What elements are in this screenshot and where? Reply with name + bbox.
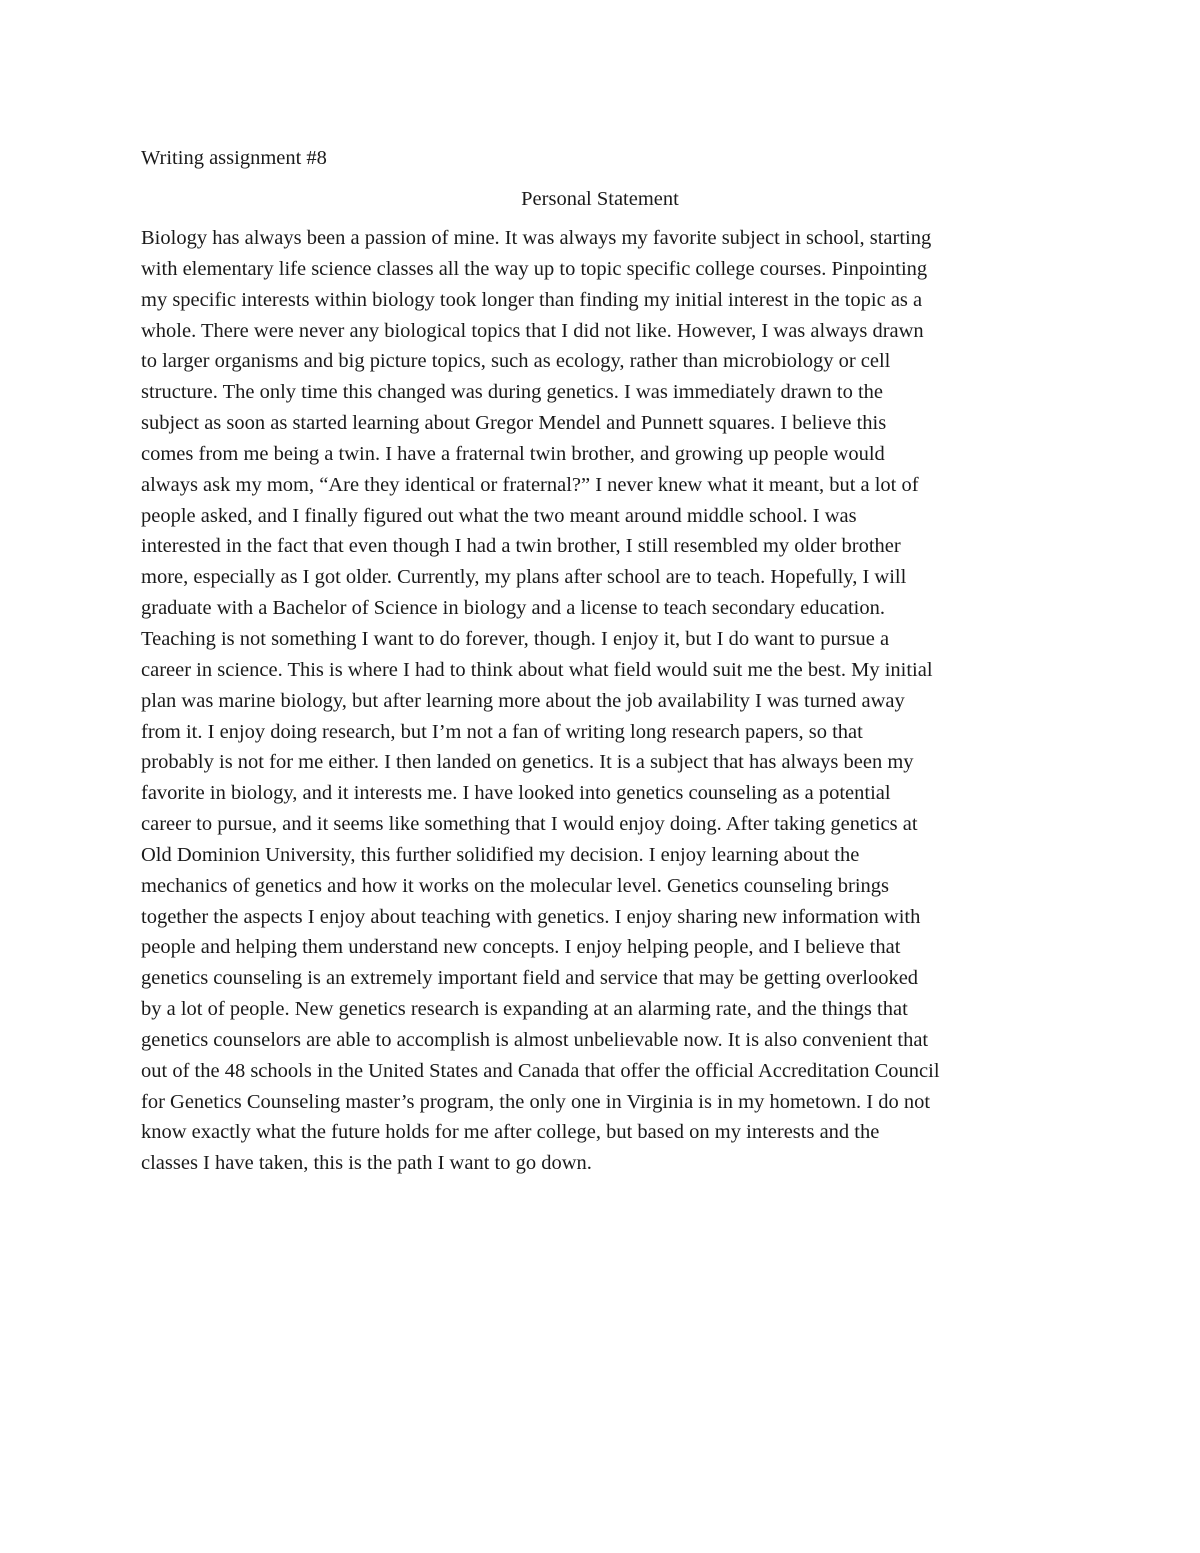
assignment-header: Writing assignment #8 [141,147,327,169]
body-line: probably is not for me either. I then landed on genetics. It is a subject that has always been my [141,751,914,774]
body-line: from it. I enjoy doing research, but I’m not a fan of writing long research papers, so that [141,720,863,743]
body-line: plan was marine biology, but after learning more about the job availability I was turned away [141,689,905,712]
body-line: classes I have taken, this is the path I want to go down. [141,1152,592,1175]
body-line: know exactly what the future holds for me after college, but based on my interests and the [141,1121,880,1144]
body-line: subject as soon as started learning about Gregor Mendel and Punnett squares. I believe this [141,412,887,435]
document-text [141,143,1061,1179]
body-line: genetics counselors are able to accomplish is almost unbelievable now. It is also convenient that [141,1028,929,1051]
body-line: people asked, and I finally figured out what the two meant around middle school. I was [141,504,857,527]
body-line: genetics counseling is an extremely important field and service that may be getting overlooked [141,967,919,990]
body-line: for Genetics Counseling master’s program, the only one in Virginia is in my hometown. I do not [141,1090,931,1113]
body-line: comes from me being a twin. I have a fraternal twin brother, and growing up people would [141,442,885,465]
body-line: whole. There were never any biological topics that I did not like. However, I was always drawn [141,319,924,342]
document-title: Personal Statement [521,188,679,210]
body-line: Old Dominion University, this further solidified my decision. I enjoy learning about the [141,843,860,866]
body-line: graduate with a Bachelor of Science in biology and a license to teach secondary education. [141,597,885,620]
body-line: favorite in biology, and it interests me. I have looked into genetics counseling as a potential [141,782,891,805]
body-line: interested in the fact that even though I had a twin brother, I still resembled my older brother [141,535,901,558]
body-line: career in science. This is where I had to think about what field would suit me the best. My initial [141,658,933,681]
body-line: Biology has always been a passion of mine. It was always my favorite subject in school, starting [141,227,932,249]
body-line: more, especially as I got older. Currently, my plans after school are to teach. Hopefully, I will [141,566,907,589]
body-line: together the aspects I enjoy about teaching with genetics. I enjoy sharing new information with [141,905,921,928]
body-line: my specific interests within biology took longer than finding my initial interest in the topic as a [141,288,923,311]
body-line: mechanics of genetics and how it works on the molecular level. Genetics counseling brings [141,874,890,897]
body-line: by a lot of people. New genetics research is expanding at an alarming rate, and the things that [141,998,908,1021]
body-line: out of the 48 schools in the United States and Canada that offer the official Accreditation Council [141,1059,940,1082]
body-line: Teaching is not something I want to do forever, though. I enjoy it, but I do want to pursue a [141,627,890,650]
body-line: structure. The only time this changed was during genetics. I was immediately drawn to the [141,381,883,404]
body-line: to larger organisms and big picture topics, such as ecology, rather than microbiology or cell [141,350,891,373]
body-line: career to pursue, and it seems like something that I would enjoy doing. After taking genetics at [141,813,918,836]
body-line: always ask my mom, “Are they identical or fraternal?” I never knew what it meant, but a lot of [141,473,919,496]
body-paragraph [141,223,1061,1179]
body-line: people and helping them understand new concepts. I enjoy helping people, and I believe that [141,936,901,959]
body-line: with elementary life science classes all the way up to topic specific college courses. Pinpointing [141,257,928,280]
